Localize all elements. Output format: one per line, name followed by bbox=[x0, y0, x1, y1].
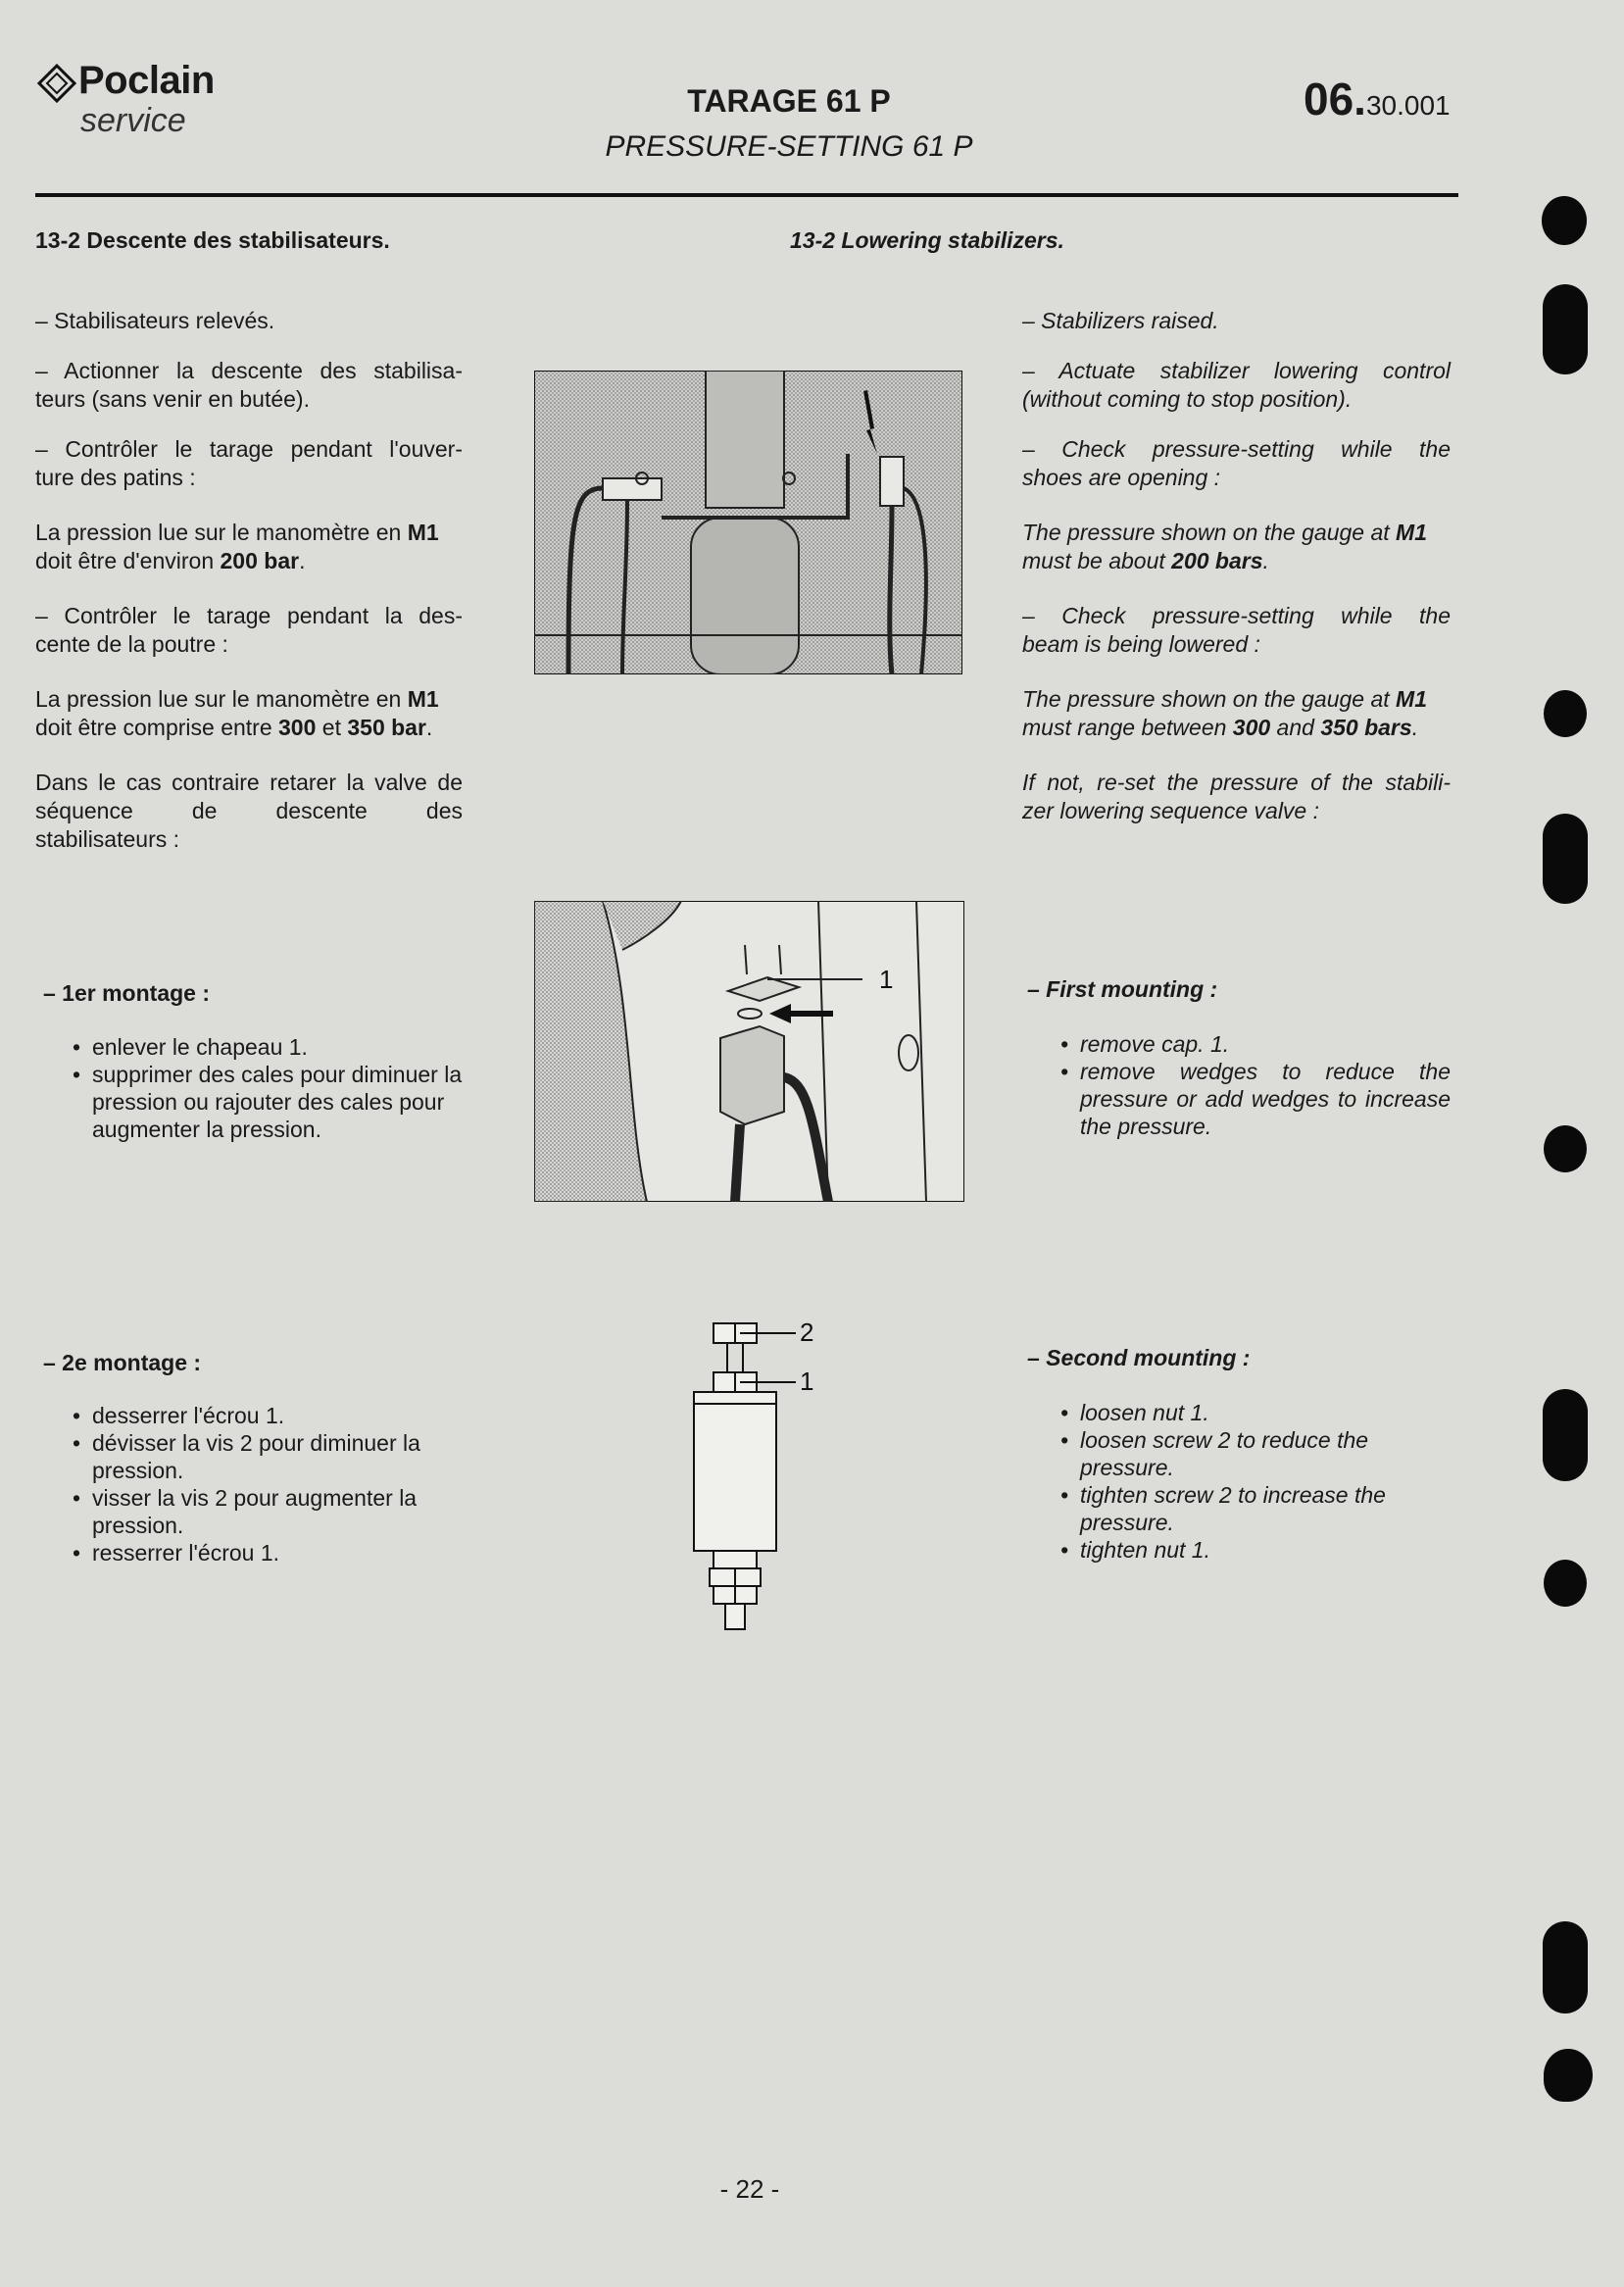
list-item: • enlever le chapeau 1. bbox=[69, 1033, 470, 1061]
binder-hole bbox=[1543, 1389, 1588, 1481]
list-item: • tighten nut 1. bbox=[1057, 1536, 1451, 1564]
list-item: • loosen screw 2 to reduce the pressure. bbox=[1057, 1426, 1451, 1481]
document-code bbox=[1304, 73, 1451, 125]
fr-paragraph-7: Dans le cas contraire retarer la valve de séquence de descente des stabilisateurs : bbox=[35, 770, 463, 852]
list-item: • tighten screw 2 to increase the pressure. bbox=[1057, 1481, 1451, 1536]
fr-paragraph-2: – Actionner la descente des stabilisa- teurs (sans venir en butée). bbox=[35, 358, 463, 412]
binder-hole bbox=[1544, 690, 1587, 737]
fig2-callout-1: 1 bbox=[879, 965, 894, 994]
en-mount-1-label: – First mounting : bbox=[1027, 976, 1218, 1002]
list-item: • resserrer l'écrou 1. bbox=[69, 1539, 470, 1566]
en-paragraph-7: If not, re-set the pressure of the stabili- zer lowering sequence valve : bbox=[1022, 770, 1451, 823]
en-paragraph-2: – Actuate stabilizer lowering control (without coming to stop position). bbox=[1022, 358, 1451, 412]
en-paragraph-5: – Check pressure-setting while the beam is being lowered : bbox=[1022, 603, 1451, 657]
binder-hole bbox=[1543, 814, 1588, 904]
list-item: • loosen nut 1. bbox=[1057, 1399, 1451, 1426]
fr-paragraph-4: La pression lue sur le manomètre en M1 doit être d'environ 200 bar. bbox=[35, 520, 439, 573]
list-item: • remove cap. 1. bbox=[1057, 1030, 1451, 1058]
fig3-callout-1: 1 bbox=[800, 1367, 814, 1396]
en-paragraph-3: – Check pressure-setting while the shoes are opening : bbox=[1022, 436, 1451, 490]
document-code-minor: 30.001 bbox=[1365, 90, 1451, 121]
brand-name: Poclain bbox=[78, 59, 215, 102]
brand-subtitle: service bbox=[80, 102, 186, 139]
en-paragraph-6: The pressure shown on the gauge at M1 must range between 300 and 350 bars. bbox=[1022, 686, 1427, 740]
fig3-callout-2: 2 bbox=[800, 1318, 814, 1347]
page-number: - 22 - bbox=[719, 2174, 780, 2204]
fr-paragraph-6: La pression lue sur le manomètre en M1 doit être comprise entre 300 et 350 bar. bbox=[35, 686, 439, 740]
fr-mount-1-list bbox=[69, 1033, 470, 1143]
english-column bbox=[1022, 307, 1451, 825]
fr-paragraph-5: – Contrôler le tarage pendant la des- cente de la poutre : bbox=[35, 603, 463, 657]
binder-hole bbox=[1544, 1560, 1587, 1607]
en-mount-2-label: – Second mounting : bbox=[1027, 1345, 1251, 1370]
binder-hole bbox=[1543, 284, 1588, 374]
en-paragraph-4: The pressure shown on the gauge at M1 must be about 200 bars. bbox=[1022, 520, 1427, 573]
figure-stabilizer-valve-photo bbox=[534, 371, 962, 674]
header-rule bbox=[35, 193, 1458, 197]
binder-hole bbox=[1544, 1125, 1587, 1172]
en-mount-2-list bbox=[1057, 1399, 1451, 1564]
list-item: • desserrer l'écrou 1. bbox=[69, 1402, 470, 1429]
list-item: • remove wedges to reduce the pressure or add wedges to increase the pressure. bbox=[1057, 1058, 1451, 1140]
list-item: • visser la vis 2 pour augmenter la pression. bbox=[69, 1484, 470, 1539]
page-subtitle: PRESSURE-SETTING 61 P bbox=[605, 130, 973, 163]
fr-paragraph-1: – Stabilisateurs relevés. bbox=[35, 308, 275, 333]
fr-mount-2-label: – 2e montage : bbox=[43, 1350, 202, 1375]
page-title: TARAGE 61 P bbox=[687, 83, 891, 119]
fr-mount-1-label: – 1er montage : bbox=[43, 980, 210, 1006]
figure-second-mounting-schematic bbox=[686, 1314, 833, 1637]
en-mount-1-list bbox=[1057, 1030, 1451, 1140]
brand-logo bbox=[37, 59, 292, 147]
fr-paragraph-3: – Contrôler le tarage pendant l'ouver- ture des patins : bbox=[35, 436, 463, 490]
fr-mount-2-list bbox=[69, 1402, 470, 1566]
french-column bbox=[35, 307, 463, 854]
en-paragraph-1: – Stabilizers raised. bbox=[1022, 308, 1219, 333]
section-heading-en: 13-2 Lowering stabilizers. bbox=[790, 227, 1064, 253]
poclain-diamond-icon bbox=[37, 64, 76, 103]
list-item: • supprimer des cales pour diminuer la pression ou rajouter des cales pour augmenter la pression. bbox=[69, 1061, 470, 1143]
binder-hole bbox=[1543, 1921, 1588, 2014]
section-heading-fr: 13-2 Descente des stabilisateurs. bbox=[35, 227, 390, 253]
binder-hole bbox=[1544, 2049, 1593, 2102]
figure-first-mounting bbox=[534, 901, 964, 1202]
binder-hole bbox=[1542, 196, 1587, 245]
list-item: • dévisser la vis 2 pour diminuer la pression. bbox=[69, 1429, 470, 1484]
document-code-major: 06. bbox=[1304, 74, 1366, 124]
